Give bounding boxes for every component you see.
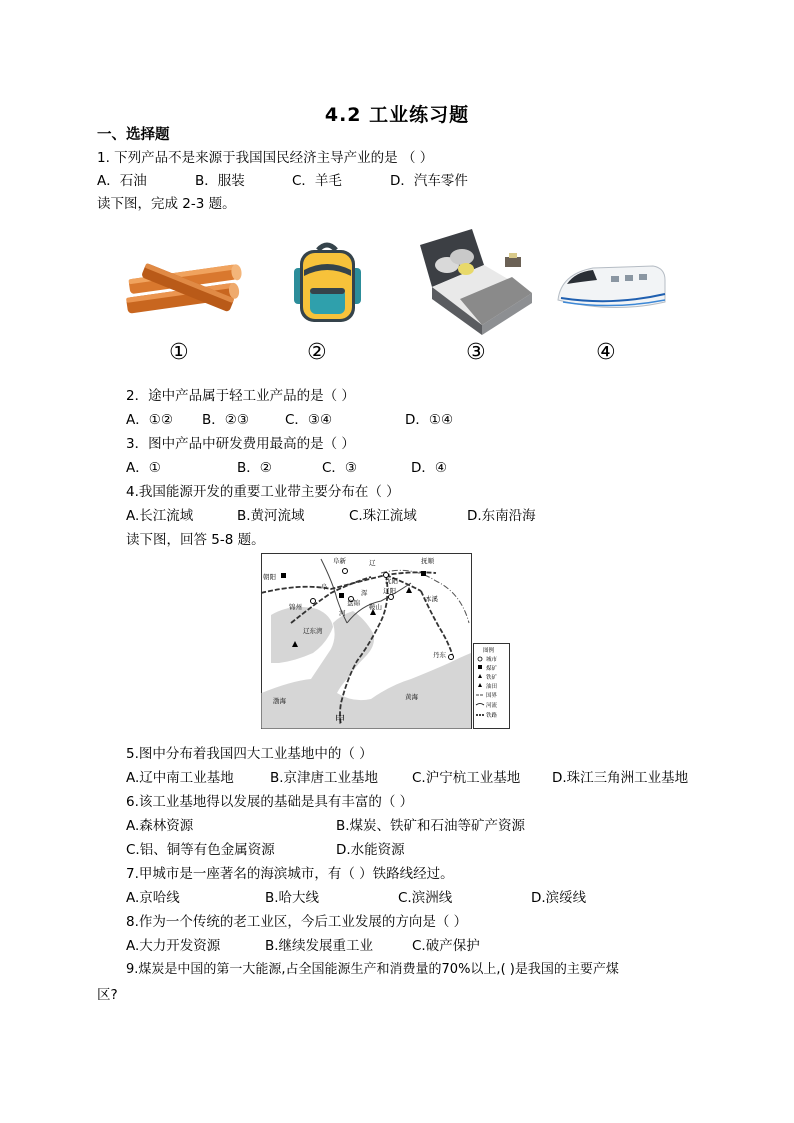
q4-option-a[interactable]: A.长江流域	[126, 508, 194, 524]
image-label-4: ④	[596, 340, 616, 365]
q5-option-b[interactable]: B.京津唐工业基地	[270, 770, 379, 786]
question-1-stem: 1. 下列产品不是来源于我国国民经济主导产业的是 （ ）	[97, 150, 434, 166]
map-label: 河	[339, 609, 346, 617]
image-label-1: ①	[169, 340, 189, 365]
q3-option-a[interactable]: A．①	[126, 460, 161, 476]
question-8-stem: 8.作为一个传统的老工业区，今后工业发展的方向是（ ）	[126, 914, 468, 930]
map-label: 渤海	[273, 697, 286, 705]
q5-option-c[interactable]: C.沪宁杭工业基地	[412, 770, 521, 786]
q8-option-a[interactable]: A.大力开发资源	[126, 938, 221, 954]
q7-option-c[interactable]: C.滨洲线	[398, 890, 453, 906]
train-image	[553, 258, 668, 323]
q7-option-d[interactable]: D.滨绥线	[531, 890, 587, 906]
q6-option-c[interactable]: C.铝、铜等有色金属资源	[126, 842, 275, 858]
map-label: 辽东湾	[303, 627, 323, 635]
map-city-label: 朝阳	[263, 573, 276, 581]
q2-option-a[interactable]: A．①②	[126, 412, 173, 428]
q8-option-c[interactable]: C.破产保护	[412, 938, 480, 954]
bed-image	[412, 225, 537, 337]
map-legend-item: 铁路	[486, 713, 498, 719]
q6-option-b[interactable]: B.煤炭、铁矿和石油等矿产资源	[336, 818, 526, 834]
q4-option-b[interactable]: B.黄河流域	[237, 508, 305, 524]
map-label: 浑	[361, 589, 368, 597]
map-city-label: 抚顺	[421, 557, 434, 565]
image-label-3: ③	[466, 340, 486, 365]
q1-option-d[interactable]: D．汽车零件	[390, 173, 468, 189]
section-heading: 一、选择题	[97, 127, 170, 143]
q2-option-c[interactable]: C．③④	[285, 412, 333, 428]
q8-option-b[interactable]: B.继续发展重工业	[265, 938, 374, 954]
q7-option-b[interactable]: B.哈大线	[265, 890, 320, 906]
map-legend-item: 铁矿	[486, 675, 498, 681]
intro-5-8: 读下图，回答 5-8 题。	[126, 532, 265, 548]
question-9-stem: 9.煤炭是中国的第一大能源,占全国能源生产和消费量的70%以上,( )是我国的主要产煤	[126, 962, 619, 977]
map-legend-item: 油田	[486, 684, 498, 690]
question-5-stem: 5.图中分布着我国四大工业基地中的（ ）	[126, 746, 373, 762]
question-7-stem: 7.甲城市是一座著名的海滨城市，有（ ）铁路线经过。	[126, 866, 454, 882]
map-legend-title: 图例	[483, 648, 495, 654]
map-city-label: 辽阳	[383, 587, 396, 595]
q2-option-b[interactable]: B．②③	[202, 412, 249, 428]
question-2-stem: 2．途中产品属于轻工业产品的是（ ）	[126, 388, 355, 404]
map-city-label: 甲	[335, 715, 345, 726]
liaoning-map	[261, 553, 511, 730]
map-city-label: 盘锦	[347, 599, 360, 607]
map-legend-item: 煤矿	[486, 666, 498, 672]
q6-option-d[interactable]: D.水能资源	[336, 842, 405, 858]
q4-option-c[interactable]: C.珠江流域	[349, 508, 417, 524]
image-label-2: ②	[307, 340, 327, 365]
map-label: 辽	[369, 559, 376, 567]
map-city-label: 本溪	[425, 595, 438, 603]
q5-option-a[interactable]: A.辽中南工业基地	[126, 770, 234, 786]
question-3-stem: 3．图中产品中研发费用最高的是（ ）	[126, 436, 355, 452]
q3-option-b[interactable]: B．②	[237, 460, 272, 476]
wood-logs-image	[120, 250, 245, 325]
map-city-label: 锦州	[289, 603, 302, 611]
question-6-stem: 6.该工业基地得以发展的基础是具有丰富的（ ）	[126, 794, 414, 810]
q7-option-a[interactable]: A.京哈线	[126, 890, 180, 906]
q3-option-d[interactable]: D．④	[411, 460, 447, 476]
map-label: 阜	[321, 583, 328, 591]
map-city-label: 鞍山	[369, 603, 382, 611]
page-title: 4.2 工业练习题	[324, 104, 470, 126]
map-legend-item: 河流	[486, 703, 498, 709]
map-legend-item: 国界	[486, 693, 498, 699]
q1-option-a[interactable]: A．石油	[97, 173, 147, 189]
map-label: 黄海	[405, 693, 418, 701]
question-4-stem: 4.我国能源开发的重要工业带主要分布在（ ）	[126, 484, 400, 500]
q2-option-d[interactable]: D．①④	[405, 412, 454, 428]
q3-option-c[interactable]: C．③	[322, 460, 358, 476]
q6-option-a[interactable]: A.森林资源	[126, 818, 194, 834]
map-city-label: 沈阳	[385, 577, 398, 585]
q5-option-d[interactable]: D.珠江三角洲工业基地	[552, 770, 689, 786]
q1-option-c[interactable]: C．羊毛	[292, 173, 342, 189]
intro-2-3: 读下图，完成 2-3 题。	[97, 196, 236, 212]
q4-option-d[interactable]: D.东南沿海	[467, 508, 536, 524]
map-legend-item: 城市	[486, 657, 498, 663]
q1-option-b[interactable]: B．服装	[195, 173, 245, 189]
backpack-image	[290, 240, 365, 325]
question-9-stem-cont: 区?	[97, 987, 118, 1003]
map-city-label: 阜新	[333, 557, 346, 565]
map-city-label: 丹东	[433, 651, 446, 659]
